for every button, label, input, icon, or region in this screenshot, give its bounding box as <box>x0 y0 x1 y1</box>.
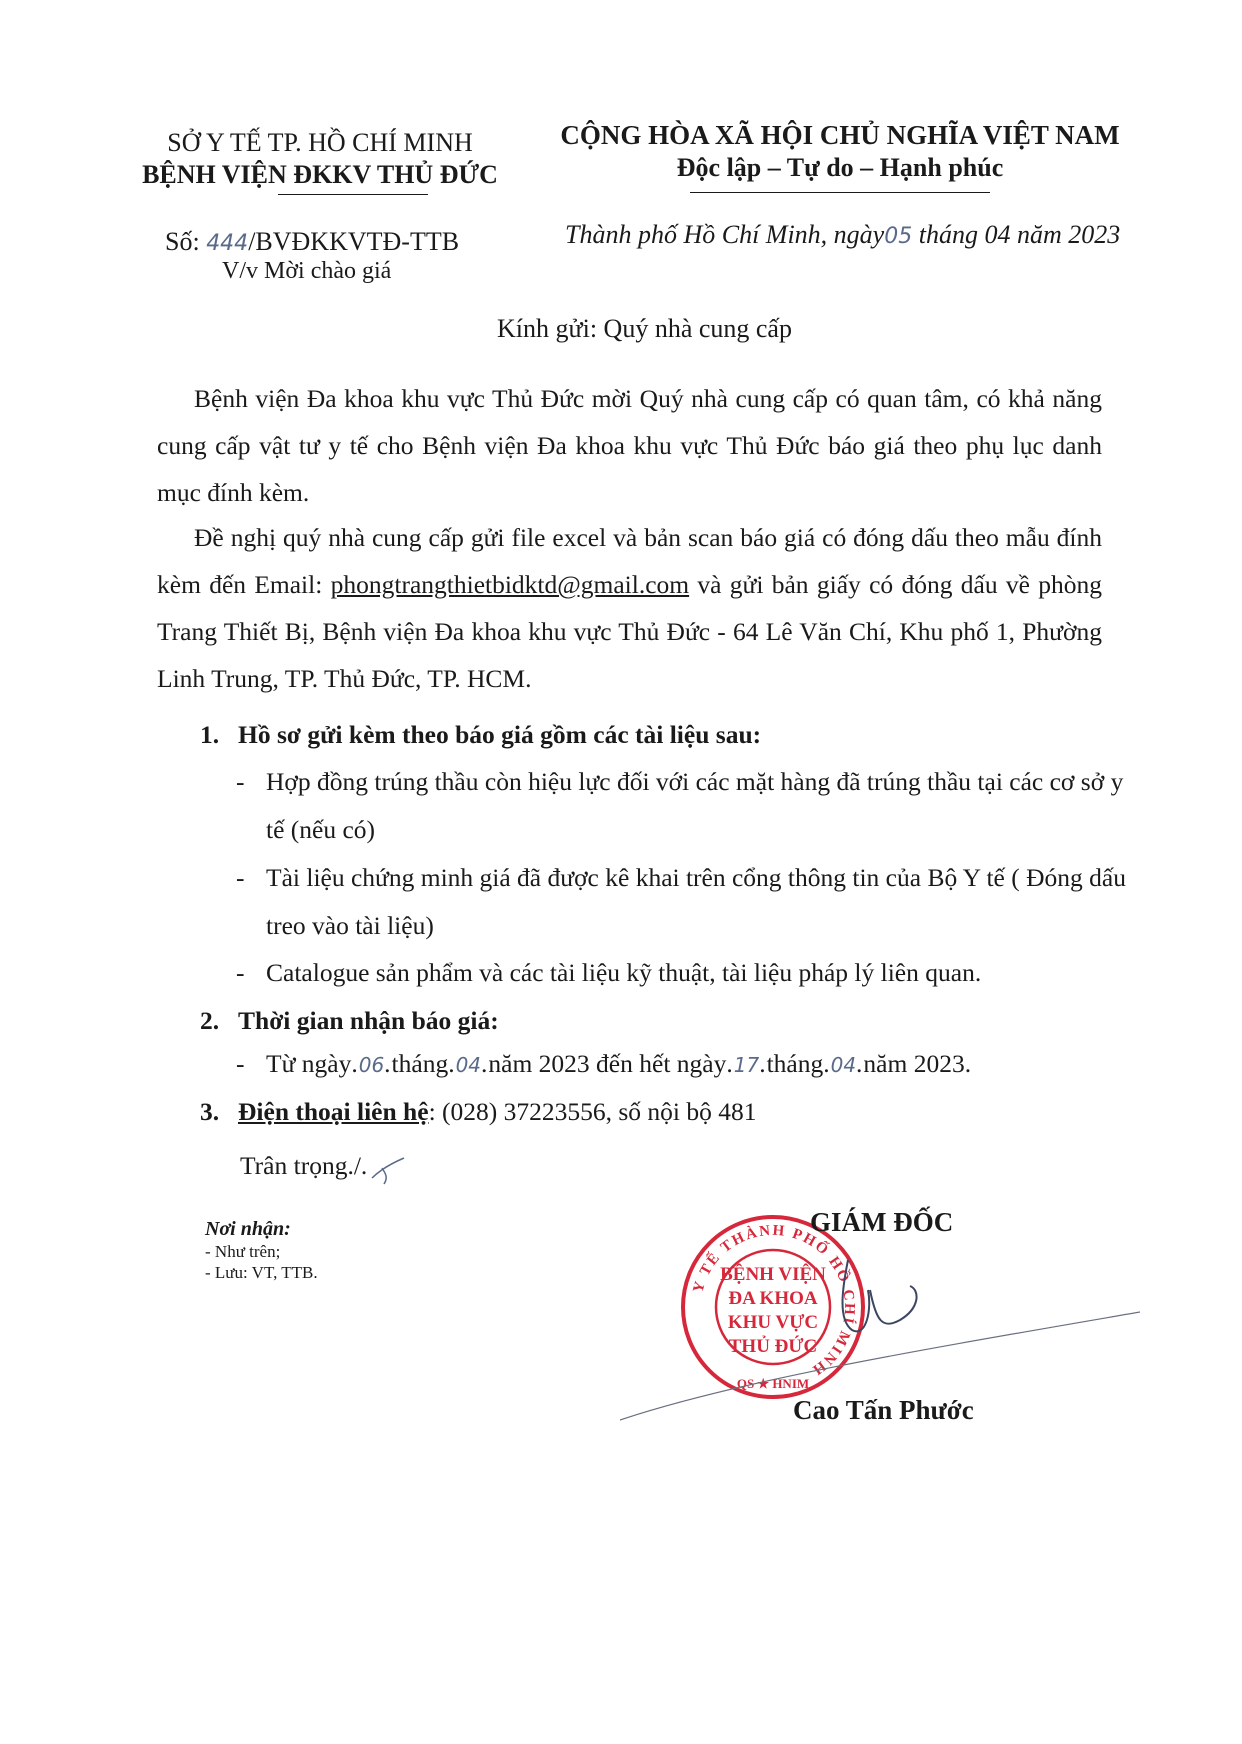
document-subject: V/v Mời chào giá <box>222 258 392 284</box>
para2-text-before-email: Đề nghị quý nhà cung cấp gửi file excel và bản scan báo giá có đóng dấu theo mẫu đính kèm đến Email: <box>157 523 1102 599</box>
seal-line: THỦ ĐỨC <box>728 1336 818 1357</box>
seal-line: BỆNH VIỆN <box>720 1264 826 1285</box>
bullet-dash: - <box>236 1049 245 1078</box>
seal-line: KHU VỰC <box>727 1312 819 1333</box>
section-2-heading <box>200 1006 499 1036</box>
year-mid-text: năm 2023 đến hết ngày <box>488 1049 727 1078</box>
handwritten-day: 05 <box>884 224 913 249</box>
signer-name: Cao Tấn Phước <box>793 1395 974 1425</box>
header-underline <box>278 194 428 195</box>
section-1-item <box>236 758 1126 854</box>
recipient-item: - Lưu: VT, TTB. <box>205 1263 318 1282</box>
section-1-title: Hồ sơ gửi kèm theo báo giá gồm các tài liệu sau: <box>238 720 762 749</box>
handwritten-end-month: 04 <box>830 1053 857 1077</box>
section-2-number: 2. <box>200 1006 220 1035</box>
recipient-item: - Như trên; <box>205 1242 281 1261</box>
greeting: Kính gửi: Quý nhà cung cấp <box>497 314 792 343</box>
initial-mark-icon <box>368 1148 408 1188</box>
national-motto: Độc lập – Tự do – Hạnh phúc <box>676 153 1004 182</box>
motto-underline <box>690 192 990 193</box>
doc-number-prefix: Số: <box>165 227 207 256</box>
handwritten-start-month: 04 <box>455 1053 482 1077</box>
month-word: tháng <box>391 1049 449 1078</box>
signer-title: GIÁM ĐỐC <box>810 1207 954 1237</box>
contact-label: Điện thoại liên hệ <box>238 1097 429 1126</box>
section-2-title: Thời gian nhận báo giá: <box>238 1006 499 1035</box>
bullet-dash: - <box>236 958 245 987</box>
recipients-title: Nơi nhận: <box>205 1218 291 1240</box>
place-date-prefix: Thành phố Hồ Chí Minh, ngày <box>565 220 885 249</box>
quotation-period: - Từ ngày.06.tháng.04.năm 2023 đến hết ngày.17.tháng.04.năm 2023. <box>236 1049 972 1078</box>
bullet-dash: - <box>236 863 245 892</box>
section-1-item-text: Tài liệu chứng minh giá đã được kê khai trên cổng thông tin của Bộ Y tế ( Đóng dấu treo vào tài liệu) <box>266 863 1126 940</box>
section-3-number: 3. <box>200 1097 220 1126</box>
national-header <box>540 120 1140 183</box>
recipients-block <box>205 1218 318 1283</box>
seal-code: QS ★ HNIM <box>736 1376 810 1391</box>
section-1-number: 1. <box>200 720 220 749</box>
handwritten-start-day: 06 <box>358 1053 385 1077</box>
seal-ring-text: Y TẾ THÀNH PHỐ HỒ CHÍ MINH <box>690 1222 858 1379</box>
para2-text-after-email: và gửi bản giấy có đóng dấu về phòng Trang Thiết Bị, Bệnh viện Đa khoa khu vực Thủ Đức - 64 Lê Văn Chí, Khu phố 1, Phường Linh Trung, TP. Thủ Đức, TP. HCM. <box>157 570 1102 693</box>
year-end-text: năm 2023. <box>863 1049 972 1078</box>
seal-line: ĐA KHOA <box>728 1288 818 1309</box>
section-1-item-text: Catalogue sản phẩm và các tài liệu kỹ thuật, tài liệu pháp lý liên quan. <box>266 958 982 987</box>
section-1-heading <box>200 720 761 750</box>
section-1-item-text: Hợp đồng trúng thầu còn hiệu lực đối với các mặt hàng đã trúng thầu tại các cơ sở y tế (nếu có) <box>266 767 1124 844</box>
place-and-date <box>565 220 1120 250</box>
email-link[interactable]: phongtrangthietbidktd@gmail.com <box>330 570 690 599</box>
document-number <box>165 227 459 257</box>
national-title: CỘNG HÒA XÃ HỘI CHỦ NGHĨA VIỆT NAM <box>560 120 1120 150</box>
handwritten-number: 444 <box>206 231 249 256</box>
issuing-organization <box>100 128 540 190</box>
body-paragraph-2 <box>157 514 1102 702</box>
body-paragraph-1: Bệnh viện Đa khoa khu vực Thủ Đức mời Quý nhà cung cấp có quan tâm, có khả năng cung cấp vật tư y tế cho Bệnh viện Đa khoa khu vực Thủ Đức báo giá theo phụ lục danh mục đính kèm. <box>157 384 1102 507</box>
section-1-item <box>236 949 1126 997</box>
from-label: Từ ngày <box>266 1049 352 1078</box>
section-1-item <box>236 854 1126 950</box>
section-3-contact <box>200 1097 757 1127</box>
closing-regards: Trân trọng./. <box>240 1151 368 1180</box>
place-date-suffix: tháng 04 năm 2023 <box>912 220 1121 249</box>
hospital-name: BỆNH VIỆN ĐKKV THỦ ĐỨC <box>142 160 498 189</box>
month-word: tháng <box>766 1049 824 1078</box>
contact-phone: : (028) 37223556, số nội bộ 481 <box>428 1097 757 1126</box>
doc-number-suffix: /BVĐKKVTĐ-TTB <box>248 227 460 256</box>
bullet-dash: - <box>236 767 245 796</box>
parent-department: SỞ Y TẾ TP. HỒ CHÍ MINH <box>167 128 473 157</box>
handwritten-end-day: 17 <box>733 1053 760 1077</box>
